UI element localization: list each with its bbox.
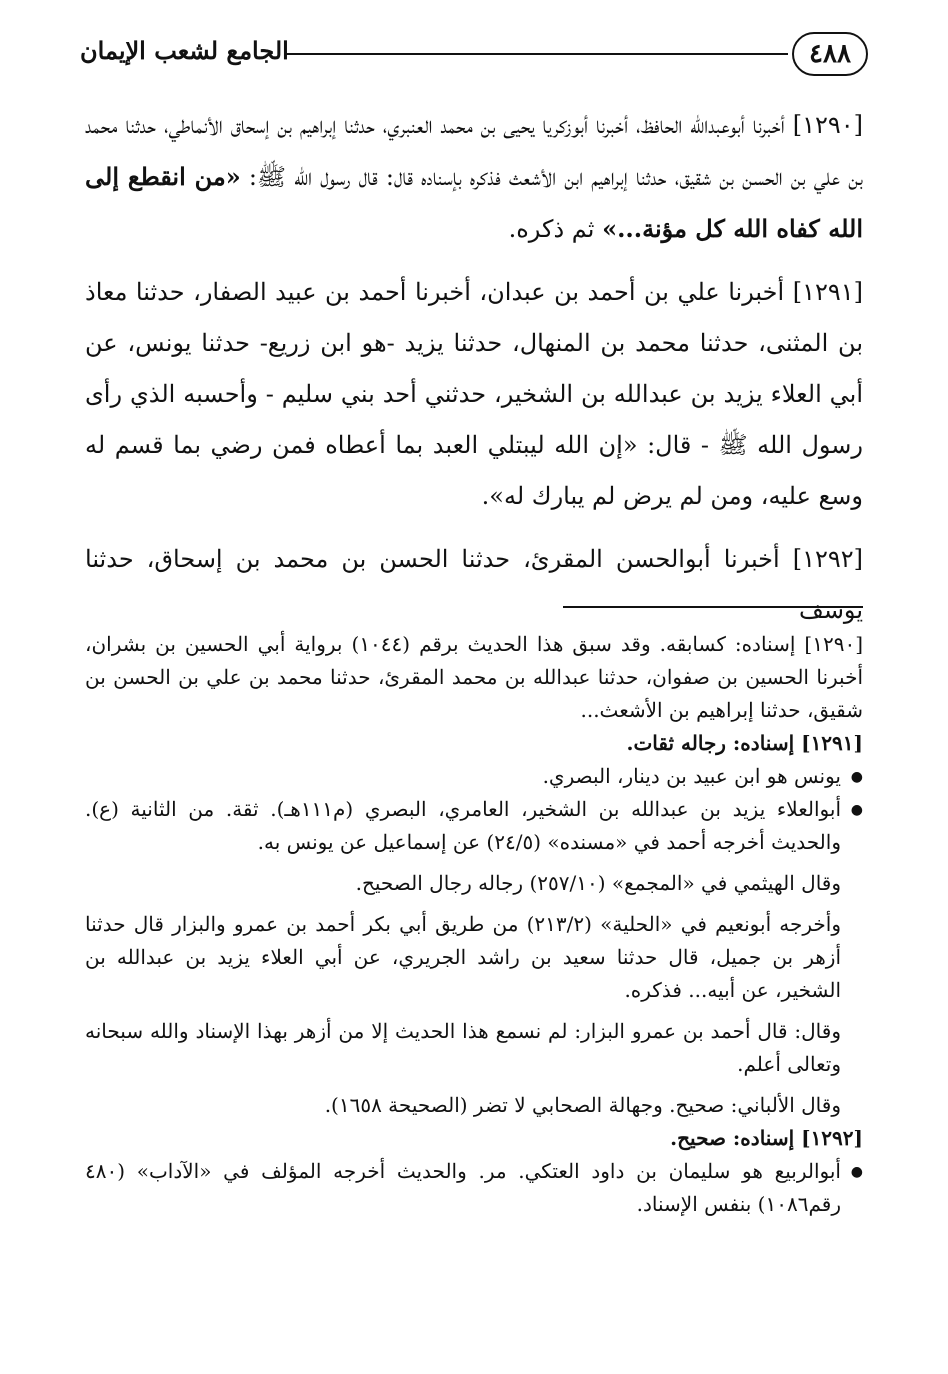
hadith-text: أخبرنا أبوعبدالله الحافظ، أخبرنا أبوزكريا يحيى بن محمد العنبري، حدثنا إبراهيم بن إسحاق الأنماطي، حدثنا محمد بن علي بن الحسن بن شقيق، حدثنا إبراهيم ابن الأشعث فذكره بإسناده قال: قال رسول الله ﷺ: <box>85 111 863 191</box>
note-1291-paragraph-1: وقال الهيثمي في «المجمع» (٢٥٧/١٠) رجاله رجال الصحيح. <box>355 871 841 895</box>
footnote-separator <box>563 606 863 608</box>
hadith-text: أخبرنا علي بن أحمد بن عبدان، أخبرنا أحمد بن عبيد الصفار، حدثنا معاذ بن المثنى، حدثنا محمد بن المنهال، حدثنا يزيد -هو ابن زريع- حدثنا يونس، عن أبي العلاء يزيد بن عبدالله بن الشخير، حدثني أحد بني سليم - وأحسبه الذي رأى رسول الله ﷺ - قال: «إن الله ليبتلي العبد بما أعطاه فمن رضي بما قسم له وسع عليه، ومن لم يرض لم يبارك له». <box>85 278 864 510</box>
note-1291-heading: [١٢٩١] إسناده: رجاله ثقات. <box>626 731 863 755</box>
book-title: الجامع لشعب الإيمان <box>80 36 289 65</box>
note-1292-heading: [١٢٩٢] إسناده: صحيح. <box>670 1126 863 1150</box>
header-rule <box>285 53 788 55</box>
note-1292-bullet-1: ● أبوالربيع هو سليمان بن داود العتكي. مر. والحديث أخرجه المؤلف في «الآداب» (٤٨٠ رقم١٠٨٦) بنفس الإسناد. <box>85 1155 863 1221</box>
hadith-number: [١٢٩١] <box>792 278 863 306</box>
note-1291-paragraph-2: وأخرجه أبونعيم في «الحلية» (٢١٣/٢) من طريق أبي بكر أحمد بن عمرو والبزار قال حدثنا أزهر بن جميل، قال حدثنا سعيد بن راشد الجريري، عن أبي العلاء يزيد بن عبدالله بن الشخير، عن أبيه... فذكره. <box>85 912 841 1002</box>
hadith-number: [١٢٩٢] <box>792 545 863 573</box>
note-1290: [١٢٩٠] إسناده: كسابقه. وقد سبق هذا الحديث برقم (١٠٤٤) برواية أبي الحسين بن بشران، أخبرنا الحسين بن صفوان، حدثنا عبدالله بن محمد المقرئ، حدثنا محمد بن علي بن الحسن بن شقيق، حدثنا إبراهيم بن الأشعث... <box>85 632 863 722</box>
hadith-number: [١٢٩٠] <box>792 111 863 139</box>
hadith-quote: «من انقطع إلى الله كفاه الله كل مؤنة...» <box>85 162 863 243</box>
hadith-1292 <box>85 534 863 636</box>
page-number: ٤٨٨ <box>792 32 868 76</box>
hadith-tail: ثم ذكره. <box>508 215 595 243</box>
note-1291-paragraph-3: وقال: قال أحمد بن عمرو البزار: لم نسمع هذا الحديث إلا من أزهر بهذا الإسناد والله سبحانه وتعالى أعلم. <box>85 1019 841 1076</box>
note-1291-paragraph-4: وقال الألباني: صحيح. وجهالة الصحابي لا تضر (الصحيحة ١٦٥٨). <box>324 1093 841 1117</box>
main-text <box>85 100 863 648</box>
hadith-1290 <box>85 100 863 255</box>
hadith-text: أخبرنا أبوالحسن المقرئ، حدثنا الحسن بن محمد بن إسحاق، حدثنا يوسف <box>85 545 863 624</box>
page-header <box>80 30 868 80</box>
footnotes <box>85 628 863 1221</box>
hadith-1291 <box>85 267 863 522</box>
note-1291-bullet-1: ● يونس هو ابن عبيد بن دينار، البصري. <box>85 760 863 793</box>
note-1291-bullet-2: ● أبوالعلاء يزيد بن عبدالله بن الشخير، العامري، البصري (م١١١هـ). ثقة. من الثانية (ع). والحديث أخرجه أحمد في «مسنده» (٢٤/٥) عن إسماعيل عن يونس به. <box>85 793 863 859</box>
